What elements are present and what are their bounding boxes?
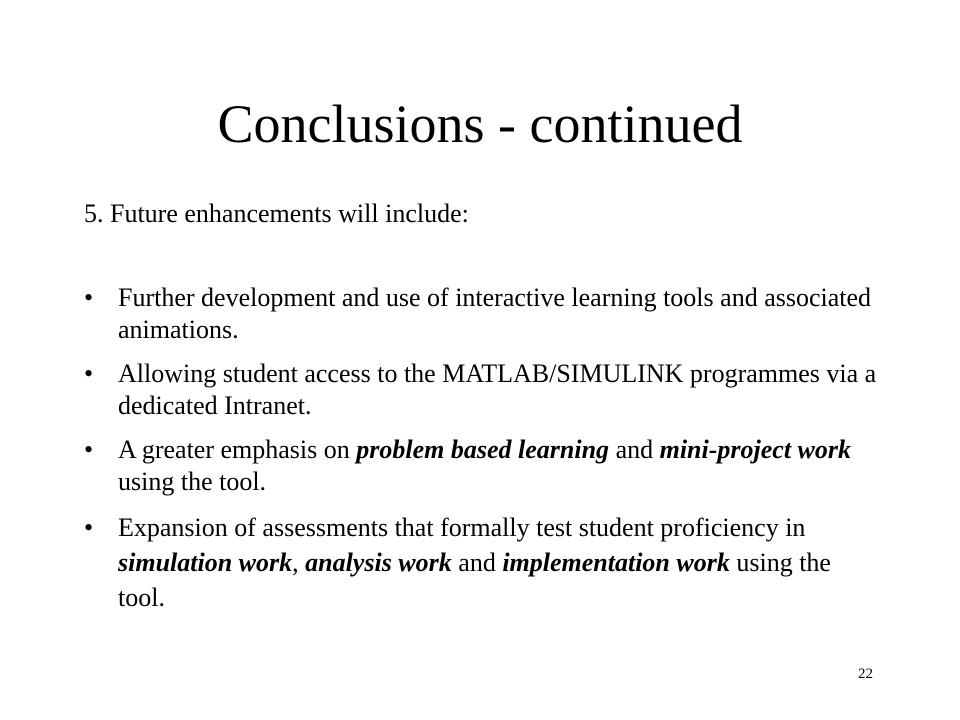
bullet-text-segment: and <box>609 435 660 464</box>
intro-text: 5. Future enhancements will include: <box>84 199 469 228</box>
bullet-list <box>84 282 884 627</box>
bullet-item <box>84 434 884 498</box>
bullet-icon: • <box>84 359 94 388</box>
bullet-text-segment: using the tool. <box>118 467 267 496</box>
bullet-text-segment: Further development and use of interactive learning tools and associated animations. <box>118 283 872 344</box>
emphasis-text: analysis work <box>305 548 452 577</box>
bullet-icon: • <box>84 283 94 312</box>
bullet-text-segment: and <box>451 548 503 577</box>
emphasis-text: problem based learning <box>356 435 610 464</box>
emphasis-text: implementation work <box>502 548 730 577</box>
slide-title: Conclusions - continued <box>217 94 743 154</box>
bullet-item <box>84 282 884 346</box>
page-number: 22 <box>858 666 873 682</box>
bullet-text <box>118 513 831 612</box>
bullet-text-segment: , <box>292 548 306 577</box>
bullet-icon: • <box>84 435 94 464</box>
bullet-text-segment: A greater emphasis on <box>118 435 357 464</box>
bullet-text <box>118 283 871 344</box>
emphasis-text: simulation work <box>118 548 293 577</box>
bullet-item <box>84 510 884 615</box>
bullet-text <box>118 435 851 496</box>
bullet-text <box>118 359 876 420</box>
bullet-text-segment: using the tool. <box>118 548 831 612</box>
emphasis-text: mini-project work <box>659 435 852 464</box>
bullet-icon: • <box>84 513 94 542</box>
bullet-text-segment: Allowing student access to the MATLAB/SIMULINK programmes via a dedicated Intranet. <box>118 359 877 420</box>
bullet-text-segment: Expansion of assessments that formally test student proficiency in <box>118 513 806 542</box>
bullet-item <box>84 358 884 422</box>
